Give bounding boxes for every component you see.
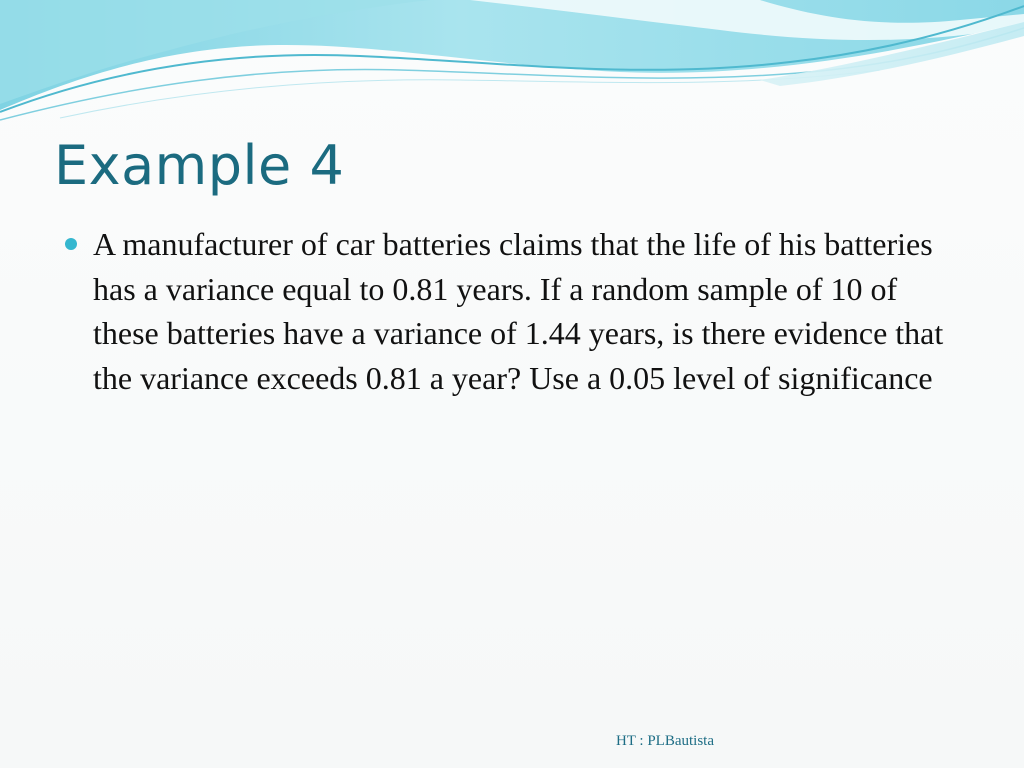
bullet-item bbox=[62, 222, 962, 400]
bullet-dot-icon bbox=[65, 238, 77, 250]
bullet-list bbox=[62, 222, 962, 400]
slide-title: Example 4 bbox=[54, 134, 345, 197]
slide-footer: HT : PLBautista bbox=[615, 733, 714, 749]
header-wave-decoration bbox=[0, 0, 1024, 140]
bullet-text: A manufacturer of car batteries claims that the life of his batteries has a variance equal to 0.81 years. If a random sample of 10 of these batteries have a variance of 1.44 years, is there evidence that the variance exceeds 0.81 a year? Use a 0.05 level of significance bbox=[93, 226, 944, 396]
